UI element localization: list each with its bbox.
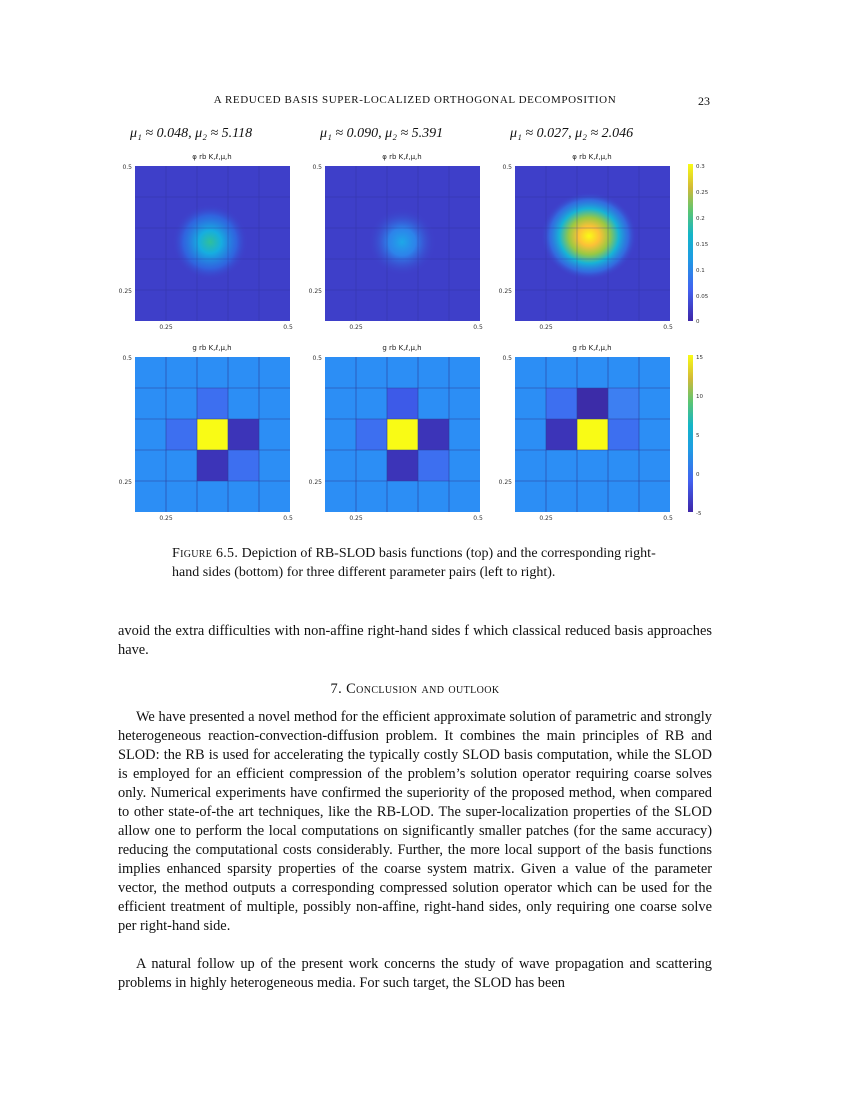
top-cbar-tick: 0.2 xyxy=(696,216,705,222)
top-ytick-high-2: 0.5 xyxy=(312,164,322,171)
bottom-cbar-tick: 5 xyxy=(696,433,700,439)
top-ytick-high-1: 0.5 xyxy=(122,164,132,171)
top-cbar-tick: 0 xyxy=(696,319,700,325)
paragraph-follow-up: A natural follow up of the present work concerns the study of wave propagation and scattering problems in highly heterogeneous media. For such target, the SLOD has been xyxy=(118,956,712,991)
top-title-2: φ rb K,ℓ,μ,h xyxy=(382,153,422,161)
page-header xyxy=(120,94,710,112)
bottom-xtick-high-1: 0.5 xyxy=(283,515,293,522)
caption-label: Figure 6.5. xyxy=(172,546,239,561)
bottom-title-2: g rb K,ℓ,μ,h xyxy=(382,344,422,352)
top-cbar-tick: 0.15 xyxy=(696,242,709,248)
paragraph-continuation: avoid the extra difficulties with non-affine right-hand sides f which classical reduced basis approaches have. xyxy=(118,623,712,658)
bottom-title-3: g rb K,ℓ,μ,h xyxy=(572,344,612,352)
top-ytick-low-3: 0.25 xyxy=(498,288,512,295)
basis-blob-2 xyxy=(368,208,436,276)
bottom-panel-2 xyxy=(325,357,480,512)
bottom-panel-1 xyxy=(135,357,290,512)
top-title-3: φ rb K,ℓ,μ,h xyxy=(572,153,612,161)
bottom-xtick-high-3: 0.5 xyxy=(663,515,673,522)
bottom-colorbar xyxy=(688,355,703,517)
bottom-ytick-high-1: 0.5 xyxy=(122,355,132,362)
bottom-ytick-low-1: 0.25 xyxy=(118,479,132,486)
basis-blob-1 xyxy=(172,204,248,280)
figure-caption xyxy=(172,544,662,582)
top-ytick-high-3: 0.5 xyxy=(502,164,512,171)
bottom-cbar-tick: -5 xyxy=(696,511,702,517)
bottom-ytick-high-3: 0.5 xyxy=(502,355,512,362)
param-label-3: μ₁ ≈ 0.027, μ₂ ≈ 2.046 xyxy=(510,126,634,141)
basis-blob-3 xyxy=(541,192,637,280)
section-heading xyxy=(118,681,712,698)
top-panel-2 xyxy=(325,166,480,321)
top-ytick-low-2: 0.25 xyxy=(308,288,322,295)
top-cbar-tick: 0.1 xyxy=(696,268,705,274)
bottom-cbar-tick: 15 xyxy=(696,355,703,361)
param-label-2: μ₁ ≈ 0.090, μ₂ ≈ 5.391 xyxy=(320,126,444,141)
bottom-xtick-low-2: 0.25 xyxy=(349,515,363,522)
bottom-xtick-low-1: 0.25 xyxy=(159,515,173,522)
top-colorbar xyxy=(688,164,709,325)
bottom-cbar-tick: 0 xyxy=(696,472,700,478)
top-cbar-tick: 0.3 xyxy=(696,164,705,170)
top-panel-3 xyxy=(515,166,670,321)
top-panel-1 xyxy=(135,166,290,321)
top-xtick-high-2: 0.5 xyxy=(473,324,483,331)
top-xtick-low-1: 0.25 xyxy=(159,324,173,331)
page-number: 23 xyxy=(698,94,710,108)
top-title-1: φ rb K,ℓ,μ,h xyxy=(192,153,232,161)
bottom-ytick-low-2: 0.25 xyxy=(308,479,322,486)
top-cbar-tick: 0.25 xyxy=(696,190,709,196)
bottom-ytick-high-2: 0.5 xyxy=(312,355,322,362)
section-number: 7. xyxy=(330,681,343,697)
top-xtick-high-3: 0.5 xyxy=(663,324,673,331)
figure-6-5 xyxy=(100,150,740,530)
top-xtick-high-1: 0.5 xyxy=(283,324,293,331)
bottom-title-1: g rb K,ℓ,μ,h xyxy=(192,344,232,352)
bottom-ytick-low-3: 0.25 xyxy=(498,479,512,486)
top-ytick-low-1: 0.25 xyxy=(118,288,132,295)
caption-text: Depiction of RB-SLOD basis functions (top) and the corresponding right-hand sides (bottom) for three different parameter pairs (left to right). xyxy=(172,546,656,580)
bottom-xtick-high-2: 0.5 xyxy=(473,515,483,522)
top-xtick-low-3: 0.25 xyxy=(539,324,553,331)
paragraph-conclusion: We have presented a novel method for the efficient approximate solution of parametric and strongly heterogeneous reaction-convection-diffusion problem. It combines the main principles of RB and SLOD: the RB is used for accelerating the typically costly SLOD basis computation, while the SLOD is employed for an efficient compression of the problem’s solution operator requiring coarse solves only. Numerical experiments have confirmed the superiority of the proposed method, when compared to other state-of-the art techniques, like the RB-LOD. The super-localization properties of the SLOD allow one to perform the local computations on significantly smaller patches (for the same accuracy) reducing the computational costs considerably. Further, the more local support of the basis functions implies enhanced sparsity properties of the coarse system matrix. Given a value of the parameter vector, the method outputs a corresponding compressed solution operator which can be used for the efficient treatment of multiple, possibly non-affine, right-hand sides, only requiring one coarse solve per right-hand side. xyxy=(118,709,712,934)
section-title: Conclusion and outlook xyxy=(346,681,500,697)
param-label-1: μ₁ ≈ 0.048, μ₂ ≈ 5.118 xyxy=(130,126,253,141)
top-cbar-tick: 0.05 xyxy=(696,294,709,300)
bottom-xtick-low-3: 0.25 xyxy=(539,515,553,522)
top-xtick-low-2: 0.25 xyxy=(349,324,363,331)
running-title: A REDUCED BASIS SUPER-LOCALIZED ORTHOGONAL DECOMPOSITION xyxy=(213,94,617,106)
bottom-panel-3 xyxy=(515,357,670,512)
bottom-cbar-tick: 10 xyxy=(696,394,703,400)
